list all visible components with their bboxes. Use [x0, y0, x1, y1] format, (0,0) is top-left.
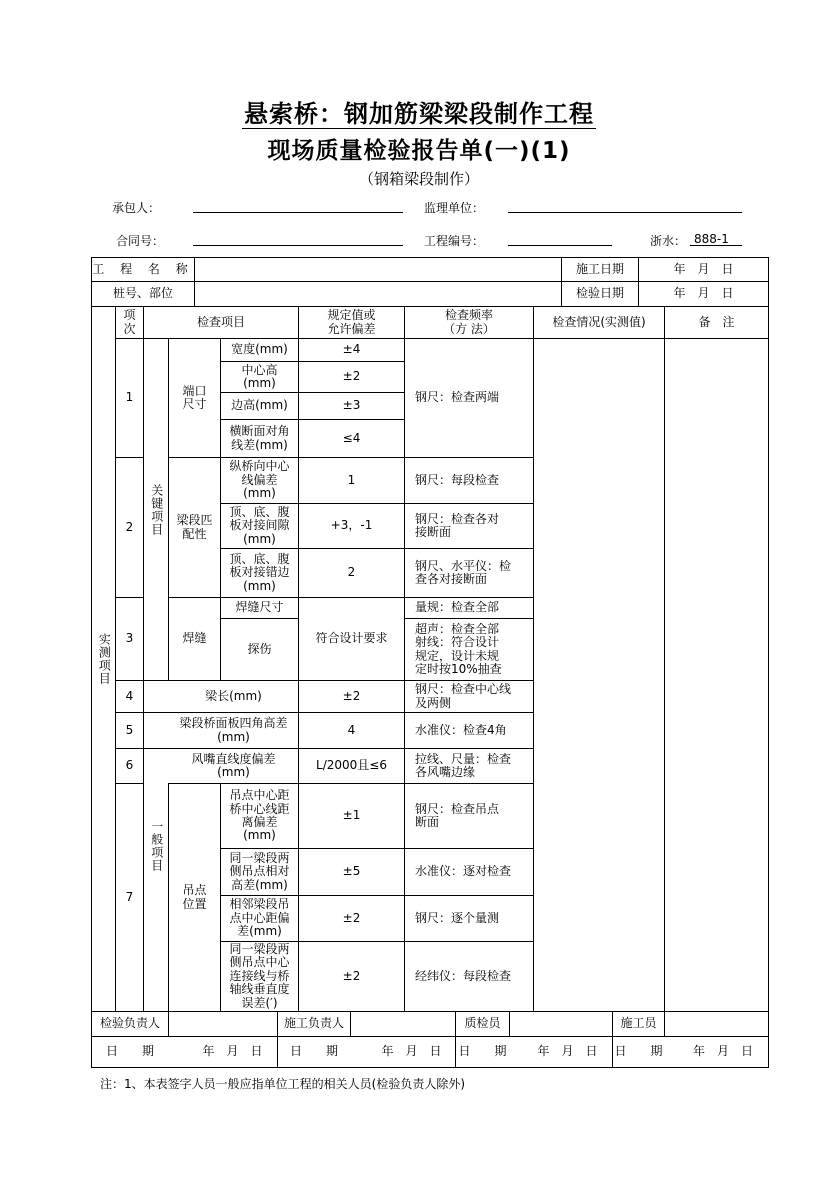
row-number: 6: [125, 758, 134, 773]
row1-item-b: 中心高 (mm): [241, 362, 278, 390]
row2-group-label: 梁段匹 配性: [176, 513, 213, 541]
qc-label: 质检员: [464, 1016, 501, 1031]
row4-spec: ±2: [342, 688, 361, 703]
row1-item-c: 边高(mm): [231, 398, 288, 413]
remark-column-area[interactable]: [665, 339, 768, 1011]
row5-freq: 水准仪：检查4角: [415, 722, 507, 737]
row7-item-c: 相邻梁段吊 点中心距偏 差(mm): [229, 897, 290, 939]
row1-spec-a: ±4: [342, 342, 361, 357]
row7-spec-b: ±5: [342, 864, 361, 879]
constructor-signature[interactable]: [351, 1012, 455, 1036]
row7-item-a: 吊点中心距 桥中心线距 离偏差 (mm): [229, 788, 290, 843]
row5-spec: 4: [347, 722, 356, 737]
row7-spec-a: ±1: [342, 808, 361, 823]
project-no-label: 工程编号：: [424, 234, 485, 248]
row6-item: 风嘴直线度偏差 (mm): [191, 751, 276, 779]
row1-freq: 钢尺：检查两端: [415, 390, 500, 405]
report-title: 悬索桥：钢加筋梁梁段制作工程: [244, 100, 594, 128]
worker-signature[interactable]: [665, 1012, 768, 1036]
row7-group-label: 吊点 位置: [182, 883, 207, 911]
row2-spec-b: +3，-1: [330, 518, 373, 533]
col-remark: 备 注: [698, 314, 735, 329]
row2-spec-a: 1: [347, 472, 356, 487]
row7-freq-c: 钢尺：逐个量测: [415, 910, 500, 925]
row-number: 5: [125, 722, 134, 737]
group-general: 一般项目: [149, 820, 164, 872]
row1-spec-d: ≤4: [342, 430, 361, 445]
row7-freq-d: 经纬仪：每段检查: [415, 968, 512, 983]
row7-item-b: 同一梁段两 侧吊点相对 高差(mm): [229, 850, 290, 892]
date-value[interactable]: 年 月 日: [381, 1044, 442, 1059]
row3-freq-a: 量规：检查全部: [415, 600, 500, 615]
row3-spec: 符合设计要求: [315, 631, 388, 646]
row5-item: 梁段桥面板四角高差 (mm): [179, 716, 288, 744]
row1-item-a: 宽度(mm): [231, 342, 288, 357]
date-label: 日 期: [105, 1044, 154, 1059]
row-number: 3: [125, 631, 134, 646]
worker-label: 施工员: [620, 1016, 657, 1031]
col-result: 检查情况(实测值): [552, 314, 646, 329]
row6-spec: L/2000且≤6: [316, 758, 387, 773]
row2-item-a: 纵桥向中心 线偏差 (mm): [229, 459, 290, 501]
row3-item-a: 焊缝尺寸: [235, 600, 284, 615]
station-label: 桩号、部位: [112, 286, 173, 301]
col-item: 检查项目: [196, 314, 245, 329]
row6-freq: 拉线、尺量：检查 各风嘴边缘: [415, 751, 512, 779]
station-field[interactable]: [195, 282, 561, 306]
report-title-line2: 现场质量检验报告单(一)(1): [267, 138, 571, 164]
row-number: 1: [125, 390, 134, 405]
row-number: 4: [125, 688, 134, 703]
row7-freq-a: 钢尺：检查吊点 断面: [415, 801, 500, 829]
row3-item-b: 探伤: [247, 641, 272, 656]
inspector-signature[interactable]: [169, 1012, 277, 1036]
footnote: 注：1、本表签字人员一般应指单位工程的相关人员(检验负责人除外): [100, 1077, 466, 1091]
construct-date-value[interactable]: 年 月 日: [673, 261, 734, 276]
row7-spec-d: ±2: [342, 968, 361, 983]
inspector-label: 检验负责人: [99, 1016, 160, 1031]
contract-no-label: 合同号：: [116, 234, 165, 248]
group-measured: 实测项目: [97, 633, 112, 685]
row2-item-b: 顶、底、腹 板对接间隙 (mm): [229, 504, 290, 546]
date-value[interactable]: 年 月 日: [692, 1044, 753, 1059]
col-item-no: 项 次: [123, 308, 136, 336]
row2-freq-a: 钢尺：每段检查: [415, 472, 500, 487]
row4-item: 梁长(mm): [205, 688, 262, 703]
row-number: 2: [125, 519, 134, 534]
result-column-area[interactable]: [534, 339, 664, 1011]
row4-freq: 钢尺：检查中心线 及两侧: [415, 682, 512, 710]
date-value[interactable]: 年 月 日: [202, 1044, 263, 1059]
row7-spec-c: ±2: [342, 910, 361, 925]
date-label: 日 期: [458, 1044, 507, 1059]
project-name-field[interactable]: [195, 258, 561, 281]
row-number: 7: [125, 889, 134, 904]
qc-signature[interactable]: [510, 1012, 612, 1036]
row2-freq-c: 钢尺、水平仪：检 查各对接断面: [415, 558, 512, 586]
row2-spec-c: 2: [347, 565, 356, 580]
row1-spec-c: ±3: [342, 398, 361, 413]
row1-item-d: 横断面对角 线差(mm): [229, 424, 290, 452]
contractor-label: 承包人：: [112, 201, 161, 215]
zheshui-value: 888-1: [694, 232, 729, 246]
row2-item-c: 顶、底、腹 板对接错边 (mm): [229, 551, 290, 593]
row3-group-label: 焊缝: [182, 631, 207, 646]
row7-item-d: 同一梁段两 侧吊点中心 连接线与桥 轴线垂直度 误差(′): [229, 942, 290, 1010]
row1-spec-b: ±2: [342, 369, 361, 384]
inspect-date-value[interactable]: 年 月 日: [673, 286, 734, 301]
row3-freq-b: 超声：检查全部 射线：符合设计 规定，设计未规 定时按10%抽查: [415, 621, 502, 676]
row2-freq-b: 钢尺：检查各对 接断面: [415, 511, 500, 539]
date-label: 日 期: [289, 1044, 338, 1059]
row7-freq-b: 水准仪：逐对检查: [415, 864, 512, 879]
inspect-date-label: 检验日期: [575, 286, 624, 301]
report-subtitle: （钢箱梁段制作）: [358, 170, 479, 188]
col-spec: 规定值或 允许偏差: [327, 308, 376, 336]
project-name-label: 工 程 名 称: [92, 261, 194, 276]
constructor-label: 施工负责人: [283, 1016, 344, 1031]
construct-date-label: 施工日期: [575, 261, 624, 276]
group-key: 关键项目: [149, 483, 164, 536]
date-label: 日 期: [614, 1044, 663, 1059]
date-value[interactable]: 年 月 日: [537, 1044, 598, 1059]
zheshui-label: 浙水：: [650, 234, 687, 248]
col-freq: 检查频率 （方 法）: [443, 308, 495, 336]
supervisor-label: 监理单位：: [424, 201, 485, 215]
row1-group-label: 端口 尺寸: [182, 383, 207, 411]
